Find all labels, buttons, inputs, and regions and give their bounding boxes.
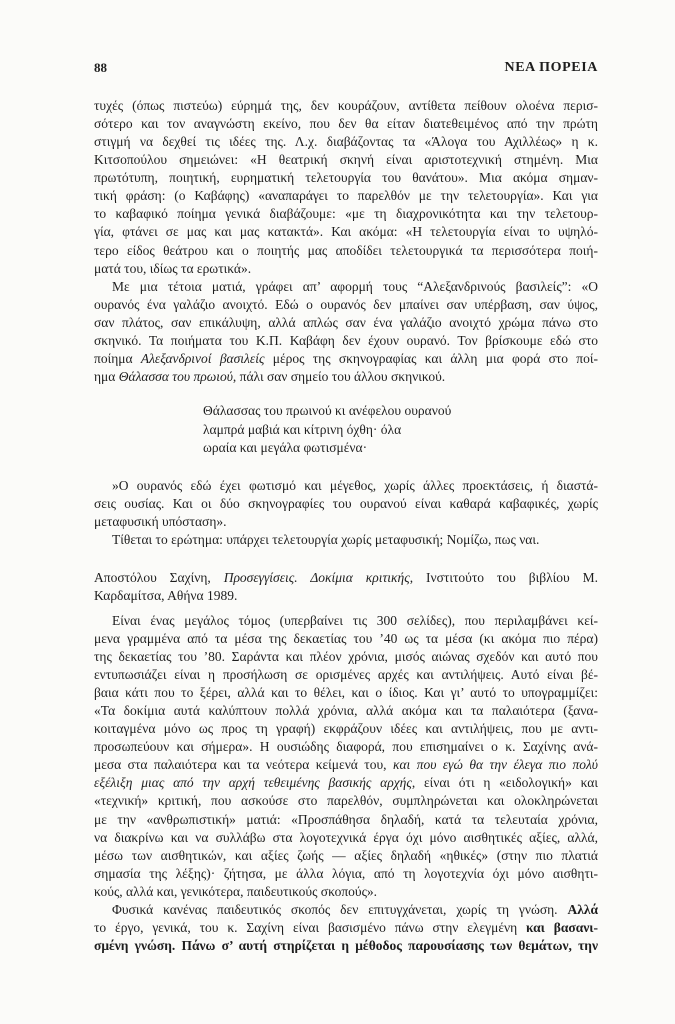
text-line: το καβαφικό ποίημα γενικά διαβάζουμε: «με τη διαχρονικότητα και την τελετουρ- (94, 206, 598, 222)
text-segment: το έργο, γενικά, του κ. Σαχίνη είναι βασισμένο πάνω στην ελεγμένη (94, 919, 527, 935)
publisher: , Ινστιτούτο του βιβλίου Μ. (409, 570, 598, 585)
text-line: μεταφυσική υπόσταση». (94, 513, 227, 529)
text-line: της δεκαετίας του ’80. Σαράντα και πλέον χρόνια, μισός αιώνας σχεδόν και αυτό που (94, 649, 598, 665)
poem-title: Θάλασσα του πρωιού (118, 368, 233, 384)
text-line: κοιταγμένα μόνο ως προς τη γραφή) εκφράζουν ιδέες και αντιλήψεις, που με αντι- (94, 721, 598, 737)
text-line: σεις ουσίας. Και οι δύο σκηνογραφίες του ουρανού είναι καθαρά καβαφικές, χωρίς (94, 495, 598, 511)
text-line: βαια κάτι που το ξέρει, αλλά και το θέλει, και ο ίδιος. Και γι’ αυτό το υπογραμμίζει: (94, 685, 598, 701)
quoted-poem (203, 402, 583, 458)
poem-line: ωραία και μεγάλα φωτισμένα· (203, 440, 368, 456)
page-number: 88 (94, 60, 107, 75)
text-line: στιγμή να δεχθεί τις ιδέες της. Λ.χ. διαβάζοντας τα «Άλογα του Αχιλλέως» η κ. (94, 134, 598, 150)
text-segment: , πάλι σαν σημείο του άλλου σκηνικού. (232, 368, 446, 384)
text-segment: , είναι ότι η «ειδολογική» και (411, 775, 598, 791)
text-line: πρωτότυπη, ποιητική, ευρηματική τελετουργία του θανάτου». Μια ακόμα σημαν- (94, 170, 598, 186)
journal-title: ΝΕΑ ΠΟΡΕΙΑ (504, 60, 598, 75)
text-line: μενα γραμμένα από τα μέσα της δεκαετίας του ’40 ως τα μέσα (κι ακόμα πιο πέρα) (94, 631, 598, 647)
text-line (94, 756, 598, 774)
previous-review-conclusion (94, 477, 598, 549)
text-line (94, 919, 598, 937)
book-title: Προσεγγίσεις. Δοκίμια κριτικής (223, 570, 410, 585)
text-line: σαν πλάτος, σαν επικάλυψη, αλλά απλώς σαν ένα γαλάζιο ανοιχτό χρώμα πάνω στο (94, 314, 598, 330)
running-header (94, 59, 598, 77)
text-line: «τεχνική» κριτική, που ασκούσε στο παρελθόν, συμπληρώνεται και ολοκληρώνεται (94, 793, 598, 809)
citation-line (94, 569, 598, 587)
text-line: σημασία της λέξης)· ζήτησα, με άλλα λόγια, από τη λογοτεχνία όχι μόνο αισθητι- (94, 865, 598, 881)
text-line: μέσω των αισθητικών, και αξίες ζωής — αξίες δηλαδή «ηθικές» (στην πιο πλατιά (94, 847, 598, 863)
text-line: σμένη γνώση. Πάνω σ’ αυτή στηρίζεται η μέθοδος παρουσίασης των θεμάτων, την (94, 937, 598, 953)
text-line: «Τα δοκίμια αυτά καλύπτουν πολλά χρόνια, αλλά ακόμα και τα παλαιότερα (ξανα- (94, 703, 598, 719)
text-segment: ποίημα (94, 350, 141, 366)
text-line (94, 901, 598, 919)
citation-line: Καρδαμίτσα, Αθήνα 1989. (94, 588, 238, 603)
text-line (94, 368, 598, 386)
review-text (94, 612, 598, 955)
previous-review-text (94, 97, 598, 386)
text-line: Είναι ένας μεγάλος τόμος (υπερβαίνει τις 300 σελίδες), που περιλαμβάνει κεί- (112, 613, 598, 628)
text-line: »Ο ουρανός εδώ έχει φωτισμό και μέγεθος, χωρίς άλλες προεκτάσεις, ή διαστά- (112, 478, 598, 493)
text-line: να διακρίνω και να συλλάβω στα λογοτεχνικά έργα όχι μόνο αισθητικές αξίες, αλλά, (94, 829, 598, 845)
bold-text: Αλλά (567, 901, 598, 917)
text-line: κούς, αλλά και, γενικότερα, παιδευτικούς σκοπούς». (94, 883, 378, 899)
text-line: εντυπωσιάζει είναι η προσήλωση σε ορισμένες αρχές και αντιλήψεις. Αυτό είναι βέ- (94, 667, 598, 683)
text-line: σότερο και τον αναγνώστη εκείνο, που δεν θα είταν διατεθειμένος από την πρώτη (94, 116, 598, 132)
text-line (94, 350, 598, 368)
poem-line: Θάλασσας του πρωινού κι ανέφελου ουρανού (203, 403, 452, 418)
text-line: σκηνικό. Τα ποιήματα του Κ.Π. Καβάφη δεν έχουν ουρανό. Τον βρίσκουμε εδώ στο (94, 332, 598, 348)
text-line (94, 774, 598, 792)
text-line: ματά του, ιδίως τα ερωτικά». (94, 260, 252, 276)
text-segment: Φυσικά κανένας παιδευτικός σκοπός δεν επιτυγχάνεται, χωρίς τη γνώση. (112, 901, 568, 917)
bold-text: και βασανι- (526, 919, 598, 935)
emphasis: και που εγώ θα την έλεγα πιο πολύ (392, 757, 599, 773)
text-line: προσωπεύουν και σήμερα». Η ουσιώδης διαφορά, που επισημαίνει ο κ. Σαχίνης ανά- (94, 739, 598, 755)
poem-title: Αλεξανδρινοί βασιλείς (140, 350, 265, 366)
emphasis: εξέλιξη μιας από την αρχή τεθειμένης βασικής αρχής (94, 775, 412, 791)
text-line: Τίθεται το ερώτημα: υπάρχει τελετουργία χωρίς μεταφυσική; Νομίζω, πως ναι. (112, 531, 540, 547)
text-line: Με μια τέτοια ματιά, γράφει απ’ αφορμή τους “Αλεξανδρινούς βασιλείς”: «Ο (112, 278, 598, 294)
text-line: τερο είδος θεάτρου και ο ποιητής μας αποδίδει τελετουργικά τα περισσότερα ποιή- (94, 242, 598, 258)
text-line: ουρανός ένα γαλάζιο ανοιχτό. Εδώ ο ουρανός δεν μπαίνει σαν υπέρβαση, σαν ύψος, (94, 296, 598, 312)
text-line: γία, φτάνει σε μας και μας κατακτά». Και ακόμα: «Η τελετουργία είναι το υψηλό- (94, 224, 598, 240)
text-segment: μεσα στα παλαιότερα και τα νεότερα κείμενά του, (94, 757, 393, 773)
text-line: τική φράση: (ο Καβάφης) «αναπαράγει το παρελθόν με την τελετουργία». Και για (94, 188, 598, 204)
text-line: Κιτσοπούλου σημειώνει: «Η θεατρική σκηνή είναι αριστοτεχνική στημένη. Μια (94, 152, 598, 168)
poem-line: λαμπρά μαβιά και κίτρινη όχθη· όλα (203, 421, 402, 437)
author-name: Αποστόλου Σαχίνη, (94, 570, 224, 585)
text-line: με την «ανθρωπιστική» ματιά: «Προσπάθησα δηλαδή, κατά τα τελευταία χρόνια, (94, 811, 598, 827)
text-segment: ημα (94, 368, 119, 384)
book-citation (94, 569, 598, 605)
text-segment: μέρος της σκηνογραφίας και άλλη μια φορά στο ποί- (264, 350, 598, 366)
text-line: τυχές (όπως πιστεύω) εύρημά της, δεν κουράζουν, αντίθετα πείθουν ολοένα περισ- (94, 98, 598, 113)
